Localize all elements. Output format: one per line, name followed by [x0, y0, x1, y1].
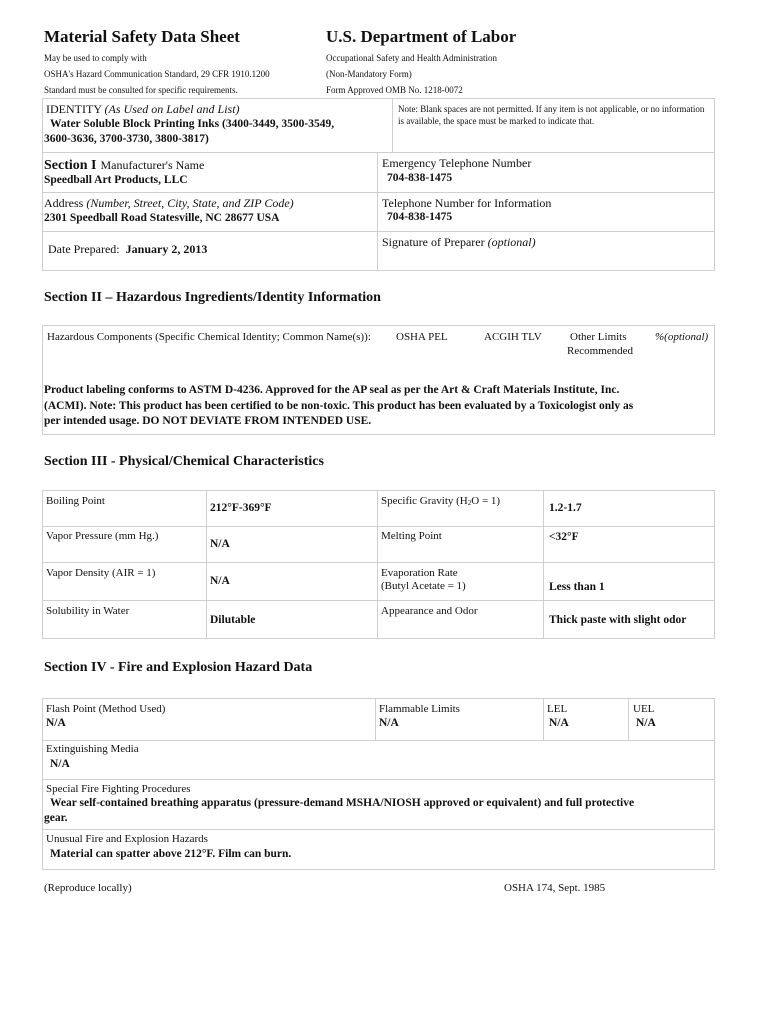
address-value: 2301 Speedball Road Statesville, NC 28677 USA [44, 212, 280, 224]
evaporation-rate-label-1: Evaporation Rate [381, 567, 458, 579]
vapor-pressure-value: N/A [210, 538, 230, 550]
lel-value: N/A [549, 717, 569, 729]
uel-value: N/A [636, 717, 656, 729]
solubility-value: Dilutable [210, 614, 256, 626]
appearance-odor-label: Appearance and Odor [381, 605, 478, 617]
specific-gravity-label: Specific Gravity $(H_2O = 1)$ [381, 495, 501, 507]
special-procedures-value-1: Wear self-contained breathing apparatus (pressure-demand MSHA/NIOSH approved or equivalent) and full protective [50, 797, 635, 809]
statement-line-3: per intended usage. DO NOT DEVIATE FROM INTENDED USE. [44, 415, 372, 427]
section-3-heading: Section III - Physical/Chemical Characteristics [44, 454, 324, 469]
agency-line-2: (Non-Mandatory Form) [326, 69, 412, 79]
vapor-density-label: Vapor Density (AIR = 1) [46, 567, 156, 579]
col-components: Hazardous Components (Specific Chemical Identity; Common Name(s)): [47, 331, 371, 343]
header-note-3: Standard must be consulted for specific requirements. [44, 85, 238, 95]
melting-point-label: Melting Point [381, 530, 442, 542]
identity-label: IDENTITY (As Used on Label and List) [46, 102, 240, 116]
col-osha-pel: OSHA PEL [396, 331, 448, 343]
statement-line-1: Product labeling conforms to ASTM D-4236. Approved for the AP seal as per the Art & Craft Materials Institute, Inc. [44, 384, 620, 396]
form-title: Material Safety Data Sheet [44, 27, 240, 46]
identity-value-1: Water Soluble Block Printing Inks (3400-3449, 3500-3549, [50, 118, 335, 130]
signature-label: Signature of Preparer (optional) [382, 235, 536, 249]
vapor-pressure-label: Vapor Pressure (mm Hg.) [46, 530, 159, 542]
agency-title: U.S. Department of Labor [326, 27, 517, 46]
special-procedures-label: Special Fire Fighting Procedures [46, 783, 191, 795]
emergency-phone: 704-838-1475 [387, 172, 453, 184]
footer-form-number: OSHA 174, Sept. 1985 [504, 882, 606, 894]
flammable-limits-label: Flammable Limits [379, 703, 460, 715]
agency-line-3: Form Approved OMB No. 1218-0072 [326, 85, 463, 95]
blank-space-note: Note: Blank spaces are not permitted. If any item is not applicable, or no information is available, the space must be marked to indicate that. [398, 104, 705, 126]
identity-value-2: 3600-3636, 3700-3730, 3800-3817) [44, 133, 209, 145]
date-prepared: Date Prepared: January 2, 2013 [48, 242, 208, 256]
agency-line-1: Occupational Safety and Health Administration [326, 53, 497, 63]
col-recommended: Recommended [567, 345, 633, 357]
unusual-hazards-label: Unusual Fire and Explosion Hazards [46, 833, 208, 845]
flash-point-value: N/A [46, 717, 66, 729]
section-4-heading: Section IV - Fire and Explosion Hazard Data [44, 660, 313, 675]
extinguishing-media-label: Extinguishing Media [46, 743, 139, 755]
specific-gravity-value: 1.2-1.7 [549, 502, 582, 514]
boiling-point-label: Boiling Point [46, 495, 105, 507]
evaporation-rate-label-2: (Butyl Acetate = 1) [381, 580, 466, 592]
unusual-hazards-value: Material can spatter above 212°F. Film can burn. [50, 848, 292, 860]
lel-label: LEL [547, 703, 568, 715]
manufacturer-label: Section I Manufacturer's Name [44, 158, 205, 173]
info-phone-label: Telephone Number for Information [382, 196, 552, 210]
section-2-heading: Section II – Hazardous Ingredients/Identity Information [44, 290, 381, 305]
header-note-2: OSHA's Hazard Communication Standard, 29 CFR 1910.1200 [44, 69, 270, 79]
header-note-1: May be used to comply with [44, 53, 147, 63]
address-label: Address (Number, Street, City, State, and ZIP Code) [44, 196, 294, 210]
info-phone: 704-838-1475 [387, 211, 453, 223]
extinguishing-media-value: N/A [50, 758, 70, 770]
manufacturer-name: Speedball Art Products, LLC [44, 174, 188, 186]
special-procedures-value-2: gear. [44, 812, 68, 824]
emergency-phone-label: Emergency Telephone Number [382, 156, 532, 170]
uel-label: UEL [633, 703, 655, 715]
solubility-label: Solubility in Water [46, 605, 130, 617]
flash-point-label: Flash Point (Method Used) [46, 703, 166, 715]
col-acgih-tlv: ACGIH TLV [484, 331, 542, 343]
melting-point-value: <32°F [549, 531, 579, 543]
appearance-odor-value: Thick paste with slight odor [549, 614, 687, 626]
vapor-density-value: N/A [210, 575, 230, 587]
footer-reproduce: (Reproduce locally) [44, 882, 132, 894]
col-other-limits: Other Limits [570, 331, 627, 343]
boiling-point-value: 212°F-369°F [210, 502, 272, 514]
evaporation-rate-value: Less than 1 [549, 581, 605, 593]
flammable-limits-value: N/A [379, 717, 399, 729]
col-percent: %(optional) [655, 331, 709, 343]
statement-line-2: (ACMI). Note: This product has been certified to be non-toxic. This product has been evaluated by a Toxicologist only as [44, 400, 634, 412]
